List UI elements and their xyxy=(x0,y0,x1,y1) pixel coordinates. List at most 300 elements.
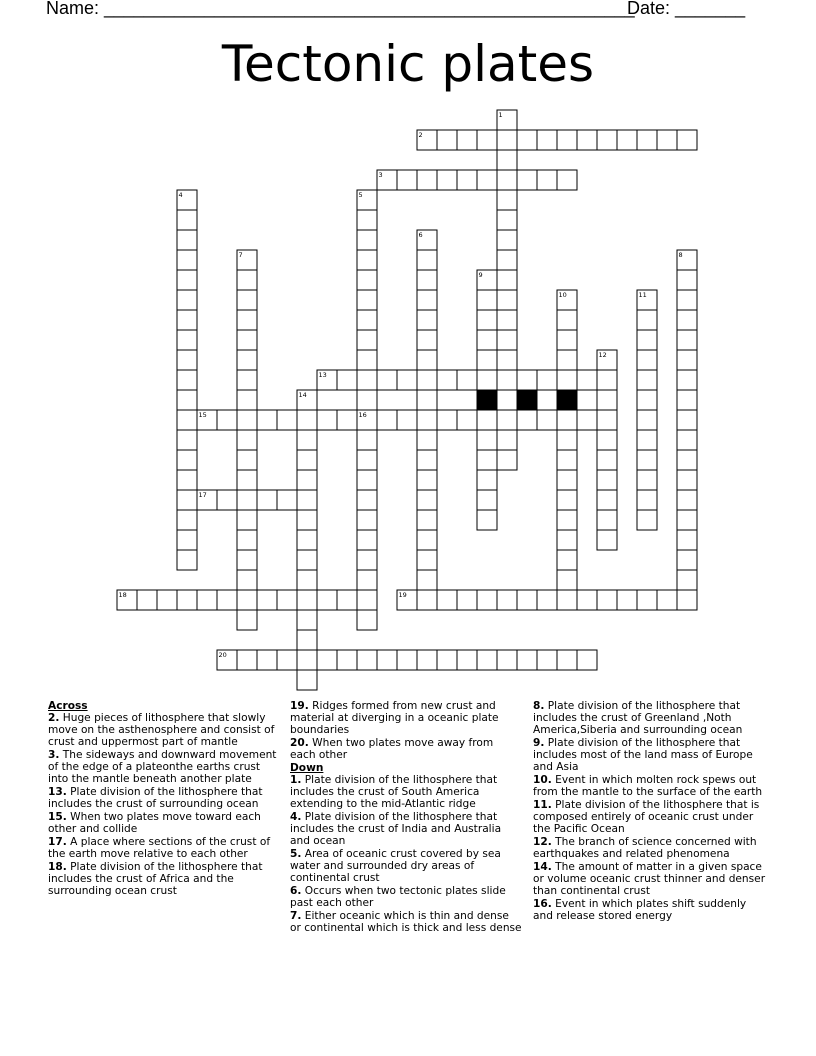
grid-cell[interactable] xyxy=(177,270,197,290)
grid-cell[interactable] xyxy=(637,490,657,510)
grid-cell[interactable] xyxy=(677,550,697,570)
grid-cell[interactable] xyxy=(357,270,377,290)
grid-cell[interactable] xyxy=(297,510,317,530)
down-clue xyxy=(533,898,769,922)
grid-cell[interactable] xyxy=(197,590,217,610)
grid-cell[interactable] xyxy=(457,590,477,610)
down-clue xyxy=(533,774,769,798)
grid-cell[interactable] xyxy=(557,530,577,550)
grid-cell[interactable] xyxy=(497,450,517,470)
grid-cell[interactable] xyxy=(177,330,197,350)
grid-cell[interactable] xyxy=(237,330,257,350)
down-clue xyxy=(290,811,522,847)
grid-cell[interactable] xyxy=(677,390,697,410)
grid-cell[interactable] xyxy=(437,130,457,150)
grid-cell[interactable] xyxy=(257,410,277,430)
grid-cell[interactable] xyxy=(497,390,517,410)
grid-cell[interactable] xyxy=(597,450,617,470)
grid-cell[interactable] xyxy=(317,590,337,610)
grid-cell[interactable] xyxy=(417,650,437,670)
grid-cell[interactable] xyxy=(357,330,377,350)
grid-cell[interactable] xyxy=(237,390,257,410)
grid-cell[interactable] xyxy=(577,590,597,610)
grid-cell[interactable] xyxy=(357,650,377,670)
grid-cell[interactable] xyxy=(497,370,517,390)
grid-cell[interactable] xyxy=(597,410,617,430)
clue-text: Plate division of the lithosphere that includes the crust of India and Australia and ocean xyxy=(290,811,502,847)
grid-cell[interactable] xyxy=(557,590,577,610)
grid-cell[interactable] xyxy=(417,250,437,270)
clue-number: 3 xyxy=(378,171,383,179)
grid-cell[interactable] xyxy=(397,370,417,390)
grid-cell[interactable] xyxy=(237,570,257,590)
grid-cell[interactable] xyxy=(497,430,517,450)
grid-cell[interactable] xyxy=(157,590,177,610)
grid-cell[interactable] xyxy=(277,490,297,510)
grid-cell[interactable] xyxy=(557,130,577,150)
grid-cell[interactable] xyxy=(557,350,577,370)
grid-cell[interactable] xyxy=(297,470,317,490)
grid-cell[interactable] xyxy=(497,350,517,370)
clue-text: Occurs when two tectonic plates slide past each other xyxy=(290,885,506,909)
grid-cell[interactable] xyxy=(537,590,557,610)
grid-cell[interactable] xyxy=(297,610,317,630)
grid-cell[interactable] xyxy=(557,410,577,430)
grid-cell[interactable] xyxy=(477,470,497,490)
grid-cell[interactable] xyxy=(637,390,657,410)
clue-text: When two plates move away from each other xyxy=(290,737,494,761)
grid-cell[interactable] xyxy=(237,350,257,370)
across-clue xyxy=(48,786,280,810)
grid-cell[interactable] xyxy=(177,370,197,390)
clue-number: 13 xyxy=(318,371,327,379)
grid-cell[interactable] xyxy=(317,410,337,430)
grid-cell[interactable] xyxy=(677,530,697,550)
grid-cell[interactable] xyxy=(477,410,497,430)
down-clue xyxy=(290,774,522,810)
across-clue-list-continued xyxy=(290,700,522,761)
clue-number-label: 6. xyxy=(290,885,302,897)
grid-cell[interactable] xyxy=(437,410,457,430)
grid-cell[interactable] xyxy=(517,370,537,390)
grid-cell[interactable] xyxy=(557,330,577,350)
clue-number-label: 15. xyxy=(48,811,67,823)
grid-cell[interactable] xyxy=(357,450,377,470)
clue-number: 4 xyxy=(178,191,183,199)
grid-cell[interactable] xyxy=(357,390,377,410)
clue-number-label: 18. xyxy=(48,861,67,873)
grid-cell[interactable] xyxy=(517,130,537,150)
grid-cell[interactable] xyxy=(357,470,377,490)
grid-cell[interactable] xyxy=(417,310,437,330)
grid-cell[interactable] xyxy=(257,590,277,610)
black-cell xyxy=(517,390,537,410)
grid-cell[interactable] xyxy=(297,530,317,550)
grid-cell[interactable] xyxy=(217,410,237,430)
grid-cell[interactable] xyxy=(557,550,577,570)
grid-cell[interactable] xyxy=(237,410,257,430)
grid-cell[interactable] xyxy=(557,430,577,450)
grid-cell[interactable] xyxy=(277,410,297,430)
grid-cell[interactable] xyxy=(477,170,497,190)
grid-cell[interactable] xyxy=(477,590,497,610)
black-cell xyxy=(557,390,577,410)
grid-cell[interactable] xyxy=(357,510,377,530)
clue-number: 5 xyxy=(358,191,363,199)
clue-number-label: 5. xyxy=(290,848,302,860)
grid-cell[interactable] xyxy=(237,310,257,330)
grid-cell[interactable] xyxy=(297,450,317,470)
clue-number: 6 xyxy=(418,231,423,239)
grid-cell[interactable] xyxy=(497,330,517,350)
grid-cell[interactable] xyxy=(557,370,577,390)
grid-cell[interactable] xyxy=(137,590,157,610)
clue-number-label: 19. xyxy=(290,700,309,712)
grid-cell[interactable] xyxy=(417,490,437,510)
date-label: Date: _______ xyxy=(627,0,746,18)
down-clue xyxy=(290,885,522,909)
grid-cell[interactable] xyxy=(597,530,617,550)
grid-cell[interactable] xyxy=(677,310,697,330)
grid-cell[interactable] xyxy=(497,270,517,290)
grid-cell[interactable] xyxy=(297,550,317,570)
grid-cell[interactable] xyxy=(177,290,197,310)
grid-cell[interactable] xyxy=(597,510,617,530)
grid-cell[interactable] xyxy=(677,130,697,150)
grid-cell[interactable] xyxy=(557,450,577,470)
grid-cell[interactable] xyxy=(597,590,617,610)
grid-cell[interactable] xyxy=(677,510,697,530)
grid-cell[interactable] xyxy=(417,370,437,390)
grid-cell[interactable] xyxy=(397,650,417,670)
grid-cell[interactable] xyxy=(177,410,197,430)
grid-cell[interactable] xyxy=(177,470,197,490)
grid-cell[interactable] xyxy=(437,370,457,390)
clue-number: 11 xyxy=(638,291,647,299)
grid-cell[interactable] xyxy=(477,510,497,530)
grid-cell[interactable] xyxy=(297,570,317,590)
grid-cell[interactable] xyxy=(177,490,197,510)
grid-cell[interactable] xyxy=(677,370,697,390)
grid-cell[interactable] xyxy=(477,290,497,310)
grid-cell[interactable] xyxy=(357,210,377,230)
grid-cell[interactable] xyxy=(457,370,477,390)
grid-cell[interactable] xyxy=(677,450,697,470)
grid-cell[interactable] xyxy=(637,370,657,390)
grid-cell[interactable] xyxy=(397,410,417,430)
grid-cell[interactable] xyxy=(357,430,377,450)
grid-cell[interactable] xyxy=(477,450,497,470)
grid-cell[interactable] xyxy=(497,130,517,150)
grid-cell[interactable] xyxy=(497,150,517,170)
down-clue-list xyxy=(290,774,522,934)
grid-cell[interactable] xyxy=(637,310,657,330)
grid-cell[interactable] xyxy=(337,650,357,670)
grid-cell[interactable] xyxy=(417,430,437,450)
grid-cell[interactable] xyxy=(637,350,657,370)
grid-cell[interactable] xyxy=(577,650,597,670)
grid-cell[interactable] xyxy=(237,490,257,510)
grid-cell[interactable] xyxy=(617,590,637,610)
grid-cell[interactable] xyxy=(677,570,697,590)
grid-cell[interactable] xyxy=(537,130,557,150)
grid-cell[interactable] xyxy=(257,650,277,670)
clue-number: 10 xyxy=(558,291,567,299)
grid-cell[interactable] xyxy=(537,650,557,670)
clue-number-label: 17. xyxy=(48,836,67,848)
grid-cell[interactable] xyxy=(417,510,437,530)
clue-text: Either oceanic which is thin and dense or continental which is thick and less dense xyxy=(290,910,522,934)
grid-cell[interactable] xyxy=(577,370,597,390)
grid-cell[interactable] xyxy=(337,410,357,430)
grid-cell[interactable] xyxy=(677,330,697,350)
grid-cell[interactable] xyxy=(677,470,697,490)
down-heading: Down xyxy=(290,762,324,774)
grid-cell[interactable] xyxy=(357,590,377,610)
grid-cell[interactable] xyxy=(357,250,377,270)
grid-cell[interactable] xyxy=(437,590,457,610)
grid-cell[interactable] xyxy=(417,410,437,430)
grid-cell[interactable] xyxy=(377,410,397,430)
grid-cell[interactable] xyxy=(677,430,697,450)
grid-cell[interactable] xyxy=(417,330,437,350)
clue-number-label: 16. xyxy=(533,898,552,910)
grid-cell[interactable] xyxy=(357,350,377,370)
grid-cell[interactable] xyxy=(557,490,577,510)
grid-cell[interactable] xyxy=(317,650,337,670)
across-clue xyxy=(48,811,280,835)
grid-cell[interactable] xyxy=(357,230,377,250)
grid-cell[interactable] xyxy=(417,350,437,370)
grid-cell[interactable] xyxy=(497,290,517,310)
grid-cell[interactable] xyxy=(677,590,697,610)
grid-cell[interactable] xyxy=(477,350,497,370)
grid-cell[interactable] xyxy=(677,290,697,310)
grid-cell[interactable] xyxy=(497,170,517,190)
clue-number-label: 7. xyxy=(290,910,302,922)
grid-cell[interactable] xyxy=(237,430,257,450)
grid-cell[interactable] xyxy=(237,290,257,310)
grid-cell[interactable] xyxy=(677,490,697,510)
grid-cell[interactable] xyxy=(417,290,437,310)
clue-number-label: 1. xyxy=(290,774,302,786)
grid-cell[interactable] xyxy=(637,590,657,610)
down-clue xyxy=(290,910,522,934)
grid-cell[interactable] xyxy=(277,650,297,670)
grid-cell[interactable] xyxy=(237,590,257,610)
clue-number: 15 xyxy=(198,411,207,419)
grid-cell[interactable] xyxy=(297,650,317,670)
grid-cell[interactable] xyxy=(597,390,617,410)
grid-cell[interactable] xyxy=(557,470,577,490)
grid-cell[interactable] xyxy=(397,170,417,190)
down-clue xyxy=(533,737,769,773)
grid-cell[interactable] xyxy=(637,510,657,530)
grid-cell[interactable] xyxy=(477,130,497,150)
grid-cell[interactable] xyxy=(377,650,397,670)
grid-cell[interactable] xyxy=(237,610,257,630)
grid-cell[interactable] xyxy=(177,590,197,610)
grid-cell[interactable] xyxy=(237,370,257,390)
grid-cell[interactable] xyxy=(177,550,197,570)
grid-cell[interactable] xyxy=(417,570,437,590)
clue-text: Plate division of the lithosphere that includes the crust of South America extending to the mid-Atlantic ridge xyxy=(290,774,498,810)
grid-cell[interactable] xyxy=(497,250,517,270)
grid-cell[interactable] xyxy=(517,410,537,430)
grid-cell[interactable] xyxy=(517,590,537,610)
grid-cell[interactable] xyxy=(177,510,197,530)
grid-cell[interactable] xyxy=(497,230,517,250)
grid-cell[interactable] xyxy=(457,410,477,430)
grid-cell[interactable] xyxy=(417,270,437,290)
grid-cell[interactable] xyxy=(597,370,617,390)
grid-cell[interactable] xyxy=(357,310,377,330)
grid-cell[interactable] xyxy=(557,170,577,190)
grid-cell[interactable] xyxy=(557,510,577,530)
grid-cell[interactable] xyxy=(417,390,437,410)
grid-cell[interactable] xyxy=(217,590,237,610)
grid-cell[interactable] xyxy=(237,650,257,670)
grid-cell[interactable] xyxy=(557,310,577,330)
grid-cell[interactable] xyxy=(457,170,477,190)
grid-cell[interactable] xyxy=(337,590,357,610)
grid-cell[interactable] xyxy=(657,590,677,610)
grid-cell[interactable] xyxy=(297,430,317,450)
grid-cell[interactable] xyxy=(357,370,377,390)
grid-cell[interactable] xyxy=(417,550,437,570)
grid-cell[interactable] xyxy=(477,490,497,510)
grid-cell[interactable] xyxy=(357,610,377,630)
grid-cell[interactable] xyxy=(497,310,517,330)
grid-cell[interactable] xyxy=(577,130,597,150)
grid-cell[interactable] xyxy=(177,210,197,230)
grid-cell[interactable] xyxy=(237,530,257,550)
grid-cell[interactable] xyxy=(277,590,297,610)
grid-cell[interactable] xyxy=(517,170,537,190)
grid-cell[interactable] xyxy=(637,130,657,150)
grid-cell[interactable] xyxy=(657,130,677,150)
grid-cell[interactable] xyxy=(297,630,317,650)
grid-cell[interactable] xyxy=(597,130,617,150)
grid-cell[interactable] xyxy=(237,450,257,470)
grid-cell[interactable] xyxy=(437,170,457,190)
clue-number: 16 xyxy=(358,411,367,419)
grid-cell[interactable] xyxy=(257,490,277,510)
across-clue xyxy=(48,749,280,785)
grid-cell[interactable] xyxy=(577,410,597,430)
clue-number-label: 4. xyxy=(290,811,302,823)
grid-cell[interactable] xyxy=(537,170,557,190)
grid-cell[interactable] xyxy=(237,470,257,490)
grid-cell[interactable] xyxy=(637,330,657,350)
down-clue xyxy=(533,799,769,835)
grid-cell[interactable] xyxy=(497,590,517,610)
grid-cell[interactable] xyxy=(177,390,197,410)
grid-cell[interactable] xyxy=(237,510,257,530)
grid-cell[interactable] xyxy=(597,430,617,450)
clue-number: 7 xyxy=(238,251,243,259)
grid-cell[interactable] xyxy=(177,310,197,330)
grid-cell[interactable] xyxy=(337,370,357,390)
clue-number-label: 3. xyxy=(48,749,60,761)
clue-text: Event in which plates shift suddenly and release stored energy xyxy=(533,898,747,922)
grid-cell[interactable] xyxy=(517,650,537,670)
grid-cell[interactable] xyxy=(597,490,617,510)
grid-cell[interactable] xyxy=(497,410,517,430)
clue-number: 18 xyxy=(118,591,127,599)
grid-cell[interactable] xyxy=(177,530,197,550)
grid-cell[interactable] xyxy=(637,410,657,430)
grid-cell[interactable] xyxy=(477,650,497,670)
grid-cell[interactable] xyxy=(677,270,697,290)
grid-cell[interactable] xyxy=(677,350,697,370)
clue-text: Plate division of the lithosphere that includes most of the land mass of Europe and Asia xyxy=(533,737,753,773)
grid-cell[interactable] xyxy=(357,550,377,570)
grid-cell[interactable] xyxy=(417,470,437,490)
grid-cell[interactable] xyxy=(237,550,257,570)
grid-cell[interactable] xyxy=(557,570,577,590)
grid-cell[interactable] xyxy=(357,570,377,590)
grid-cell[interactable] xyxy=(297,490,317,510)
grid-cell[interactable] xyxy=(557,650,577,670)
grid-cell[interactable] xyxy=(537,410,557,430)
grid-cell[interactable] xyxy=(417,530,437,550)
clue-text: The branch of science concerned with earthquakes and related phenomena xyxy=(533,836,757,860)
grid-cell[interactable] xyxy=(217,490,237,510)
clue-text: A place where sections of the crust of the earth move relative to each other xyxy=(48,836,271,860)
grid-cell[interactable] xyxy=(357,530,377,550)
across-clue-list xyxy=(48,712,280,897)
grid-cell[interactable] xyxy=(497,210,517,230)
grid-cell[interactable] xyxy=(617,130,637,150)
grid-cell[interactable] xyxy=(417,170,437,190)
grid-cell[interactable] xyxy=(297,670,317,690)
grid-cell[interactable] xyxy=(477,430,497,450)
grid-cell[interactable] xyxy=(637,450,657,470)
grid-cell[interactable] xyxy=(477,310,497,330)
grid-cell[interactable] xyxy=(677,410,697,430)
grid-cell[interactable] xyxy=(477,370,497,390)
grid-cell[interactable] xyxy=(457,130,477,150)
grid-cell[interactable] xyxy=(497,190,517,210)
grid-cell[interactable] xyxy=(417,450,437,470)
grid-cell[interactable] xyxy=(377,370,397,390)
grid-cell[interactable] xyxy=(417,590,437,610)
grid-cell[interactable] xyxy=(297,590,317,610)
clue-text: The amount of matter in a given space or volume oceanic crust thinner and denser than continental crust xyxy=(533,861,766,897)
grid-cell[interactable] xyxy=(497,650,517,670)
grid-cell[interactable] xyxy=(297,410,317,430)
grid-cell[interactable] xyxy=(477,330,497,350)
grid-cell[interactable] xyxy=(177,350,197,370)
grid-cell[interactable] xyxy=(357,490,377,510)
grid-cell[interactable] xyxy=(637,430,657,450)
grid-cell[interactable] xyxy=(177,230,197,250)
grid-cell[interactable] xyxy=(357,290,377,310)
grid-cell[interactable] xyxy=(177,430,197,450)
grid-cell[interactable] xyxy=(597,470,617,490)
clue-text: Area of oceanic crust covered by sea water and surrounded dry areas of continental crust xyxy=(290,848,501,884)
black-cell xyxy=(477,390,497,410)
grid-cell[interactable] xyxy=(437,650,457,670)
grid-cell[interactable] xyxy=(177,450,197,470)
grid-cell[interactable] xyxy=(177,250,197,270)
grid-cell[interactable] xyxy=(237,270,257,290)
grid-cell[interactable] xyxy=(537,370,557,390)
grid-cell[interactable] xyxy=(457,650,477,670)
grid-cell[interactable] xyxy=(637,470,657,490)
clue-number-label: 11. xyxy=(533,799,552,811)
